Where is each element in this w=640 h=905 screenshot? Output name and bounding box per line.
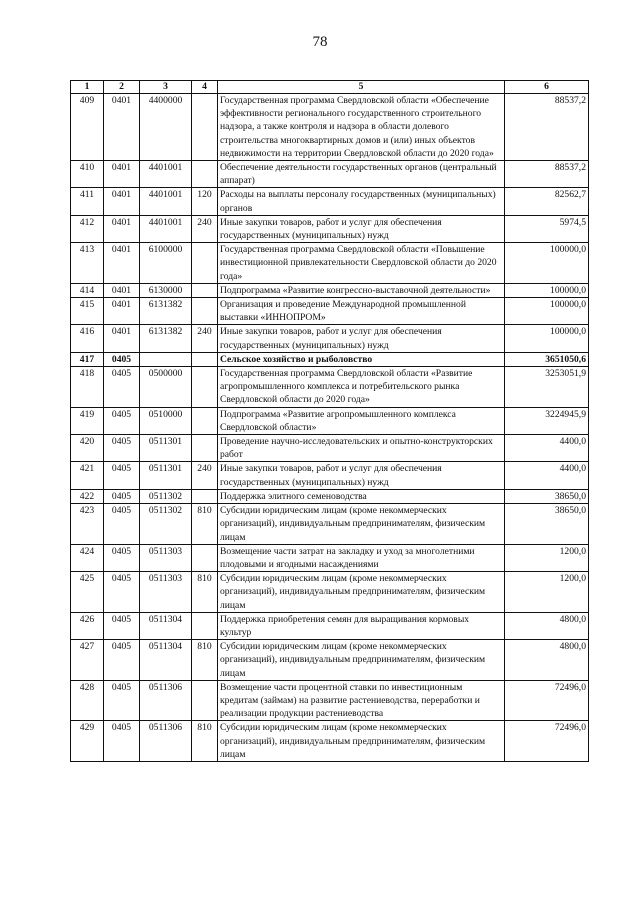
table-row (71, 462, 589, 489)
row-number-cell: 409 (71, 94, 104, 161)
amount-cell: 82562,7 (505, 188, 589, 215)
row-number-cell: 429 (71, 721, 104, 762)
amount-cell: 5974,5 (505, 215, 589, 242)
amount-cell: 1200,0 (505, 572, 589, 613)
header-cell: 2 (104, 81, 140, 94)
row-number-cell: 412 (71, 215, 104, 242)
target-article-cell: 0511303 (140, 544, 192, 571)
section-code-cell: 0405 (104, 367, 140, 408)
page-number: 78 (312, 34, 328, 50)
section-code-cell: 0401 (104, 94, 140, 161)
row-number-cell: 416 (71, 325, 104, 352)
row-number-cell: 421 (71, 462, 104, 489)
table-row (71, 572, 589, 613)
section-code-cell: 0405 (104, 680, 140, 721)
row-number-cell: 425 (71, 572, 104, 613)
expense-type-cell (192, 352, 218, 366)
section-code-cell: 0405 (104, 462, 140, 489)
description-cell: Подпрограмма «Развитие конгрессно-выставочной деятельности» (218, 283, 505, 297)
table-row (71, 504, 589, 545)
amount-cell: 4400,0 (505, 462, 589, 489)
table-row (71, 640, 589, 681)
target-article-cell: 0511304 (140, 640, 192, 681)
header-row (71, 81, 589, 94)
expense-type-cell: 240 (192, 325, 218, 352)
table-row (71, 161, 589, 188)
expense-type-cell (192, 489, 218, 503)
target-article-cell: 4401001 (140, 188, 192, 215)
target-article-cell: 0511302 (140, 504, 192, 545)
row-number-cell: 414 (71, 283, 104, 297)
row-number-cell: 422 (71, 489, 104, 503)
amount-cell: 88537,2 (505, 161, 589, 188)
row-number-cell: 418 (71, 367, 104, 408)
expense-type-cell: 240 (192, 215, 218, 242)
table-row (71, 680, 589, 721)
description-cell: Иные закупки товаров, работ и услуг для обеспечения государственных (муниципальных) нужд (218, 215, 505, 242)
section-code-cell: 0405 (104, 352, 140, 366)
table-row (71, 325, 589, 352)
amount-cell: 100000,0 (505, 283, 589, 297)
target-article-cell: 0511304 (140, 612, 192, 639)
target-article-cell: 0511306 (140, 721, 192, 762)
row-number-cell: 413 (71, 243, 104, 284)
section-code-cell: 0405 (104, 544, 140, 571)
description-cell: Субсидии юридическим лицам (кроме некоммерческих организаций), индивидуальным предпринимателям, физическим лицам (218, 640, 505, 681)
description-cell: Расходы на выплаты персоналу государственных (муниципальных) органов (218, 188, 505, 215)
expense-type-cell (192, 161, 218, 188)
table-row (71, 435, 589, 462)
expense-type-cell (192, 243, 218, 284)
section-code-cell: 0405 (104, 407, 140, 434)
description-cell: Организация и проведение Международной промышленной выставки «ИННОПРОМ» (218, 298, 505, 325)
header-cell: 4 (192, 81, 218, 94)
amount-cell: 38650,0 (505, 489, 589, 503)
expense-type-cell: 810 (192, 572, 218, 613)
table-row (71, 215, 589, 242)
table-row (71, 298, 589, 325)
amount-cell: 100000,0 (505, 243, 589, 284)
expense-type-cell (192, 298, 218, 325)
table-row (71, 243, 589, 284)
description-cell: Иные закупки товаров, работ и услуг для обеспечения государственных (муниципальных) нужд (218, 462, 505, 489)
amount-cell: 100000,0 (505, 298, 589, 325)
target-article-cell: 0511301 (140, 462, 192, 489)
table-row (71, 489, 589, 503)
header-cell: 1 (71, 81, 104, 94)
row-number-cell: 428 (71, 680, 104, 721)
section-code-cell: 0401 (104, 215, 140, 242)
amount-cell: 3224945,9 (505, 407, 589, 434)
expense-type-cell (192, 680, 218, 721)
description-cell: Иные закупки товаров, работ и услуг для обеспечения государственных (муниципальных) нужд (218, 325, 505, 352)
section-code-cell: 0401 (104, 283, 140, 297)
section-code-cell: 0405 (104, 721, 140, 762)
table-row (71, 544, 589, 571)
target-article-cell: 6131382 (140, 298, 192, 325)
expense-type-cell: 810 (192, 721, 218, 762)
expense-type-cell (192, 435, 218, 462)
description-cell: Субсидии юридическим лицам (кроме некоммерческих организаций), индивидуальным предпринимателям, физическим лицам (218, 572, 505, 613)
amount-cell: 3651050,6 (505, 352, 589, 366)
target-article-cell: 0511301 (140, 435, 192, 462)
target-article-cell: 4400000 (140, 94, 192, 161)
table-row (71, 352, 589, 366)
amount-cell: 72496,0 (505, 721, 589, 762)
table-row (71, 367, 589, 408)
description-cell: Сельское хозяйство и рыболовство (218, 352, 505, 366)
description-cell: Государственная программа Свердловской области «Повышение инвестиционной привлекательности Свердловской области до 2020 года» (218, 243, 505, 284)
row-number-cell: 423 (71, 504, 104, 545)
description-cell: Обеспечение деятельности государственных органов (центральный аппарат) (218, 161, 505, 188)
row-number-cell: 427 (71, 640, 104, 681)
section-code-cell: 0405 (104, 489, 140, 503)
row-number-cell: 411 (71, 188, 104, 215)
row-number-cell: 420 (71, 435, 104, 462)
header-cell: 3 (140, 81, 192, 94)
expense-type-cell (192, 367, 218, 408)
row-number-cell: 424 (71, 544, 104, 571)
expense-type-cell (192, 283, 218, 297)
target-article-cell: 0511303 (140, 572, 192, 613)
amount-cell: 4800,0 (505, 612, 589, 639)
description-cell: Возмещение части затрат на закладку и уход за многолетними плодовыми и ягодными насаждениями (218, 544, 505, 571)
amount-cell: 1200,0 (505, 544, 589, 571)
section-code-cell: 0405 (104, 572, 140, 613)
target-article-cell (140, 352, 192, 366)
amount-cell: 4400,0 (505, 435, 589, 462)
section-code-cell: 0405 (104, 504, 140, 545)
section-code-cell: 0401 (104, 188, 140, 215)
target-article-cell: 0511302 (140, 489, 192, 503)
section-code-cell: 0401 (104, 161, 140, 188)
section-code-cell: 0401 (104, 243, 140, 284)
amount-cell: 100000,0 (505, 325, 589, 352)
section-code-cell: 0401 (104, 325, 140, 352)
expense-type-cell (192, 612, 218, 639)
description-cell: Субсидии юридическим лицам (кроме некоммерческих организаций), индивидуальным предпринимателям, физическим лицам (218, 721, 505, 762)
target-article-cell: 6131382 (140, 325, 192, 352)
amount-cell: 38650,0 (505, 504, 589, 545)
target-article-cell: 4401001 (140, 161, 192, 188)
description-cell: Субсидии юридическим лицам (кроме некоммерческих организаций), индивидуальным предпринимателям, физическим лицам (218, 504, 505, 545)
expense-type-cell (192, 407, 218, 434)
row-number-cell: 410 (71, 161, 104, 188)
table-row (71, 283, 589, 297)
description-cell: Поддержка элитного семеноводства (218, 489, 505, 503)
description-cell: Возмещение части процентной ставки по инвестиционным кредитам (займам) на развитие растениеводства, переработки и реализации продукции растениеводства (218, 680, 505, 721)
section-code-cell: 0405 (104, 612, 140, 639)
section-code-cell: 0405 (104, 640, 140, 681)
row-number-cell: 426 (71, 612, 104, 639)
description-cell: Проведение научно-исследовательских и опытно-конструкторских работ (218, 435, 505, 462)
header-cell: 6 (505, 81, 589, 94)
target-article-cell: 0510000 (140, 407, 192, 434)
table-row (71, 721, 589, 762)
target-article-cell: 4401001 (140, 215, 192, 242)
expense-type-cell: 120 (192, 188, 218, 215)
expense-type-cell: 810 (192, 640, 218, 681)
target-article-cell: 0500000 (140, 367, 192, 408)
section-code-cell: 0405 (104, 435, 140, 462)
row-number-cell: 419 (71, 407, 104, 434)
description-cell: Государственная программа Свердловской области «Развитие агропромышленного комплекса и потребительского рынка Свердловской области до 2020 года» (218, 367, 505, 408)
row-number-cell: 417 (71, 352, 104, 366)
description-cell: Поддержка приобретения семян для выращивания кормовых культур (218, 612, 505, 639)
expense-type-cell: 240 (192, 462, 218, 489)
amount-cell: 72496,0 (505, 680, 589, 721)
description-cell: Государственная программа Свердловской области «Обеспечение эффективности регионального государственного строительного надзора, а также контроля и надзора в области долевого строительства многоквартирных домов и (или) иных объектов недвижимости на территории Свердловской области до 2020 года» (218, 94, 505, 161)
description-cell: Подпрограмма «Развитие агропромышленного комплекса Свердловской области» (218, 407, 505, 434)
section-code-cell: 0401 (104, 298, 140, 325)
amount-cell: 4800,0 (505, 640, 589, 681)
target-article-cell: 6100000 (140, 243, 192, 284)
target-article-cell: 0511306 (140, 680, 192, 721)
table-row (71, 94, 589, 161)
expense-type-cell (192, 94, 218, 161)
target-article-cell: 6130000 (140, 283, 192, 297)
expense-type-cell: 810 (192, 504, 218, 545)
table-row (71, 188, 589, 215)
table-row (71, 612, 589, 639)
expense-type-cell (192, 544, 218, 571)
table-row (71, 407, 589, 434)
budget-table (70, 80, 589, 762)
header-cell: 5 (218, 81, 505, 94)
amount-cell: 88537,2 (505, 94, 589, 161)
row-number-cell: 415 (71, 298, 104, 325)
amount-cell: 3253051,9 (505, 367, 589, 408)
